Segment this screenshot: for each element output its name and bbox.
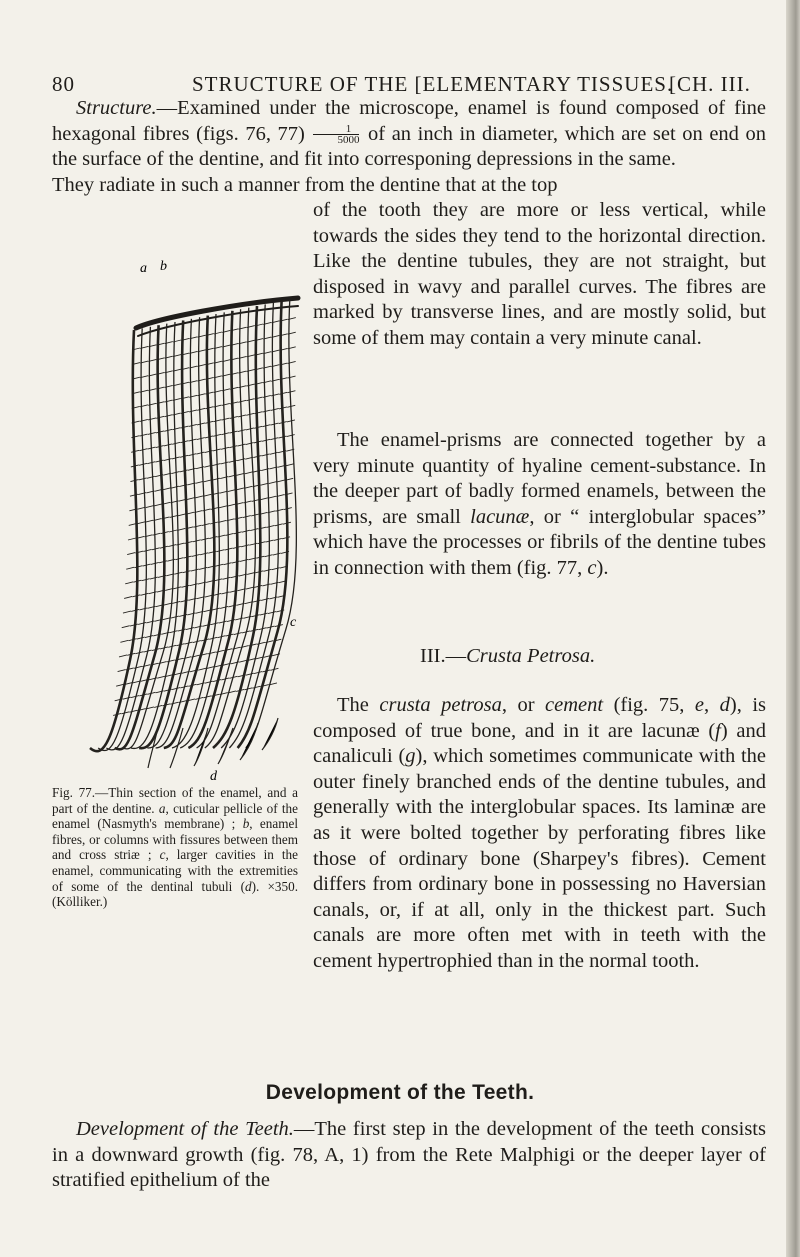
cross-stria [172, 601, 180, 603]
section-3-heading: III.—Crusta Petrosa. [420, 645, 596, 667]
cross-stria [286, 464, 294, 466]
cross-stria [213, 420, 221, 422]
cross-stria [270, 452, 278, 454]
cross-stria [262, 454, 270, 456]
enamel-strands [90, 300, 296, 752]
structure-lead: Structure. [76, 97, 157, 119]
figure-label-b: b [160, 259, 167, 274]
cross-stria [276, 509, 284, 511]
development-paragraph: Development of the Teeth.—The first step in the development of the teeth consists in a downward growth (fig. 78, A, 1) from the Rete Malphigi or the deeper layer of stratified epithelium of the [52, 1118, 766, 1192]
dentine-tubuli [148, 718, 278, 768]
cross-stria [171, 616, 179, 618]
cross-stria [257, 642, 265, 644]
cross-stria [267, 525, 275, 527]
cross-stria [164, 459, 172, 461]
cross-stria [149, 592, 157, 594]
cross-stria [198, 668, 206, 670]
cross-stria [237, 473, 245, 475]
enamel-strand [205, 308, 256, 748]
cross-stria [164, 603, 172, 605]
cross-stria [157, 676, 165, 678]
cross-stria [238, 415, 246, 417]
cross-stria [222, 418, 230, 420]
cross-stria [122, 626, 130, 628]
cross-stria [189, 424, 197, 426]
cross-stria [137, 637, 145, 639]
cross-stria [139, 478, 147, 480]
enamel-strand [197, 309, 247, 748]
cross-stria [216, 650, 224, 652]
page-number: 80 [52, 72, 75, 96]
structure-column-text: of the tooth they are more or less vertical, while towards the sides they tend to the horizontal direction. Like the dentine tubules, they are not straight, but disposed in wavy and parallel curves. The fibres are marked by transverse lines, and are mostly solid, but some of them may contain a very minute canal. [313, 199, 766, 349]
cross-stria [247, 384, 255, 386]
cross-stria [189, 410, 197, 412]
cross-stria [167, 660, 175, 662]
cross-stria [221, 462, 229, 464]
cross-stria [270, 438, 278, 440]
chapter-label: [CH. III. [669, 72, 751, 96]
cross-stria [273, 553, 281, 555]
cross-stria [263, 395, 271, 397]
cross-stria [154, 504, 162, 506]
enamel-strand [246, 300, 297, 748]
cross-stria [227, 504, 235, 506]
cross-stria [121, 712, 129, 714]
cross-stria [203, 696, 211, 698]
cross-stria [232, 561, 240, 563]
cross-stria [126, 567, 134, 569]
crusta-paragraph: The crusta petrosa, or cement (fig. 75, e, d), is composed of true bone, and in it are lacunæ (f) and canaliculi (g), which sometimes communicate with the outer finely branched ends of the dentine tubules, and generally with the interglobular spaces. Its laminæ are as it were bolted together by perforating fibres like those of ordinary bone (Sharpey's fibres). Cement differs from ordinary bone in possessing no Haversian canals, or, if at all, only in the thickest part. Such canals are more often met with in teeth with the cement hypertrophied than in the normal tooth. [313, 694, 767, 972]
cross-stria [246, 399, 254, 401]
cross-stria [165, 588, 173, 590]
cross-stria [249, 543, 257, 545]
cross-stria [170, 631, 178, 633]
cross-stria [147, 476, 155, 478]
cross-stria [172, 442, 180, 444]
cross-stria [219, 506, 227, 508]
cross-stria [216, 550, 224, 552]
cross-stria [247, 572, 255, 574]
cross-stria [130, 710, 138, 712]
cross-stria [150, 577, 158, 579]
cross-stria [226, 533, 234, 535]
cross-stria [144, 549, 152, 551]
cross-stria [194, 626, 202, 628]
cross-stria [212, 464, 220, 466]
cross-stria [163, 488, 171, 490]
figure-caption: Fig. 77.—Thin section of the enamel, and a part of the dentine. a, cuticular pellicle of the enamel (Nasmyth's membrane) ; b, enamel fibres, or columns with fissures between them and cross striæ ; c, larger cavities in the enamel, communicating with the extremities of some of the dentinal tubuli (d). ×350. (Kölliker.) [52, 785, 298, 910]
cross-stria [236, 488, 244, 490]
cross-stria [253, 686, 261, 688]
cross-stria [168, 545, 176, 547]
cross-stria [243, 516, 251, 518]
page-edge [786, 0, 800, 1257]
structure-paragraph [52, 96, 766, 198]
cross-stria [271, 408, 279, 410]
cross-stria [269, 482, 277, 484]
cross-stria [123, 611, 131, 613]
cross-stria [165, 400, 173, 402]
cross-stria [238, 400, 246, 402]
cross-stria [188, 454, 196, 456]
cross-stria [139, 608, 147, 610]
cross-stria [196, 481, 204, 483]
cross-stria [250, 529, 258, 531]
cross-stria [164, 415, 172, 417]
cross-stria [271, 394, 279, 396]
cross-stria [213, 434, 221, 436]
cross-stria [141, 593, 149, 595]
cross-stria [145, 636, 153, 638]
cross-stria [205, 681, 213, 683]
cross-stria [202, 524, 210, 526]
cross-stria [185, 541, 193, 543]
structure-text-b: of an inch in diameter, which are set on end on the surface of the dentine, and fit into corresponing depressions in the same. [52, 122, 766, 171]
cross-stria [203, 494, 211, 496]
cross-stria [119, 655, 127, 657]
cross-stria [148, 432, 156, 434]
cross-stria [195, 496, 203, 498]
figure-label-d: d [210, 769, 217, 784]
cross-stria [171, 472, 179, 474]
cross-stria [120, 640, 128, 642]
cross-stria [264, 569, 272, 571]
cross-stria [246, 673, 254, 675]
cross-stria [125, 582, 133, 584]
cross-stria [200, 553, 208, 555]
cross-stria [124, 596, 132, 598]
running-title: STRUCTURE OF THE [ELEMENTARY TISSUES. [192, 72, 674, 96]
cross-stria [194, 525, 202, 527]
cross-stria [287, 435, 295, 437]
cross-stria [260, 613, 268, 615]
cross-stria [246, 587, 254, 589]
cross-stria [148, 418, 156, 420]
cross-stria [123, 697, 131, 699]
cross-stria [145, 520, 153, 522]
cross-stria [220, 606, 228, 608]
figure-label-c: c [290, 615, 297, 630]
cross-stria [153, 533, 161, 535]
cross-stria [178, 514, 186, 516]
cross-stria [118, 670, 126, 672]
cross-stria [188, 468, 196, 470]
cross-stria [211, 623, 219, 625]
cross-stria [277, 480, 285, 482]
cross-stria [262, 584, 270, 586]
cross-stria [147, 462, 155, 464]
cross-stria [213, 593, 221, 595]
cross-stria [245, 472, 253, 474]
development-heading: Development of the Teeth. [265, 1081, 535, 1104]
cross-stria [170, 515, 178, 517]
cross-stria [196, 452, 204, 454]
enamel-fibres-illustration [128, 258, 300, 784]
cross-stria [241, 545, 249, 547]
structure-text-a: —Examined under the microscope, enamel is found composed of fine hexagonal fibres (figs. 76, 77) [52, 97, 766, 145]
cross-stria [186, 628, 194, 630]
cross-stria [190, 584, 198, 586]
cross-stria [221, 592, 229, 594]
cross-stria [172, 428, 180, 430]
cross-stria [138, 622, 146, 624]
figure-label-a: a [140, 261, 147, 276]
cross-stria [127, 553, 135, 555]
cross-stria [237, 444, 245, 446]
cross-stria [175, 558, 183, 560]
cross-stria [146, 506, 154, 508]
cross-stria [263, 410, 271, 412]
cross-stria [261, 598, 269, 600]
cross-stria [235, 618, 243, 620]
cross-stria [140, 434, 148, 436]
cross-stria [171, 702, 179, 704]
cross-stria [268, 496, 276, 498]
cross-stria [260, 498, 268, 500]
fraction: $\frac{1}{5000}$ [313, 124, 359, 145]
cross-stria [191, 569, 199, 571]
cross-stria [140, 419, 148, 421]
cross-stria [197, 408, 205, 410]
cross-stria [137, 522, 145, 524]
cross-stria [208, 652, 216, 654]
cross-stria [181, 426, 189, 428]
structure-line-b: They radiate in such a manner from the dentine that at the top [52, 173, 558, 196]
cross-stria [128, 538, 136, 540]
cross-stria [171, 486, 179, 488]
enamel-section-figure [128, 258, 300, 784]
cross-stria [212, 608, 220, 610]
cross-stria [223, 577, 231, 579]
cross-stria [246, 443, 254, 445]
cross-stria [187, 498, 195, 500]
cross-stria [219, 621, 227, 623]
cross-stria [287, 391, 295, 393]
cross-stria [204, 480, 212, 482]
cross-stria [268, 612, 276, 614]
prisms-paragraph: The enamel-prisms are connected together by a very minute quantity of hyaline cement-substance. In the deeper part of badly formed enamels, between the prisms, are small lacunæ, or “ interglobular spaces” which have the processes or fibrils of the dentine tubes in connection with them (fig. 77, c). [313, 429, 766, 579]
cross-stria [222, 403, 230, 405]
cross-stria [288, 376, 296, 378]
cross-stria [197, 423, 205, 425]
cross-stria [272, 568, 280, 570]
cross-stria [244, 486, 252, 488]
enamel-strand [90, 330, 137, 751]
cross-stria [134, 666, 142, 668]
cross-stria [212, 478, 220, 480]
cross-stria [167, 559, 175, 561]
